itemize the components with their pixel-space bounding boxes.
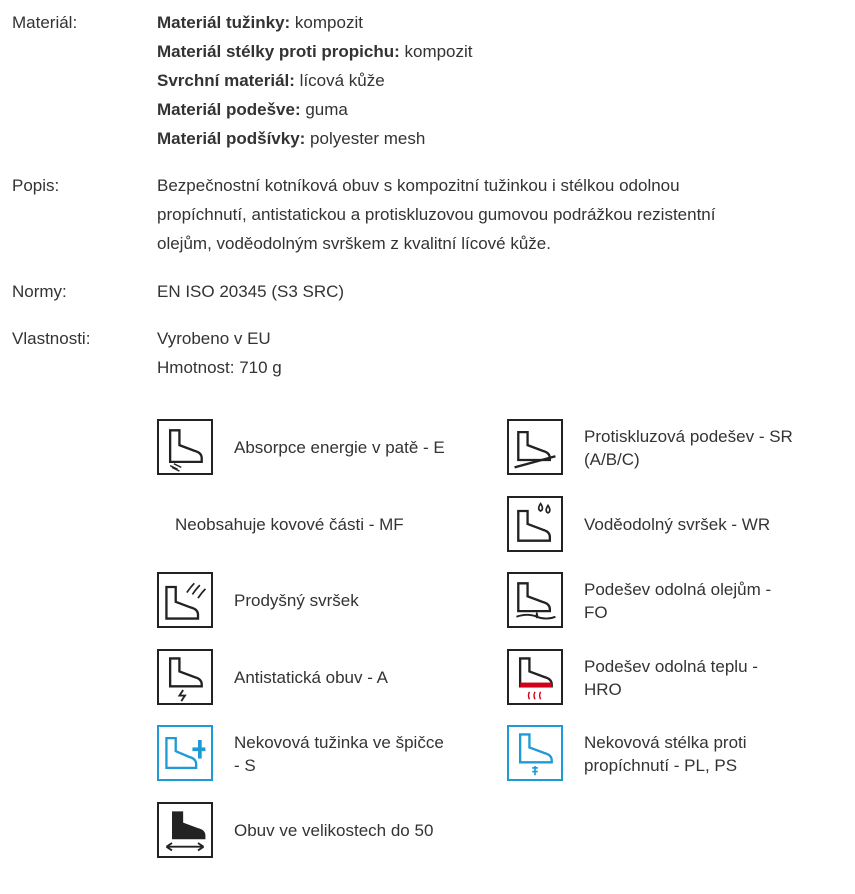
feature-text: Obuv ve velikostech do 50 [234,821,434,840]
feature-item [507,496,837,556]
vlastnosti-line: Hmotnost: 710 g [157,358,282,377]
material-item: Materiál podšívky: polyester mesh [157,129,426,148]
feature-item [157,419,487,479]
feature-text: HRO [584,680,622,699]
feature-text: Podešev odolná teplu - [584,657,758,676]
oil-resistant-sole-icon [507,572,563,628]
slip-resistant-sole-icon [507,419,563,475]
spec-label-vlastnosti: Vlastnosti: [12,329,91,348]
feature-item [157,649,487,709]
feature-item [157,802,487,862]
feature-text: Voděodolný svršek - WR [584,515,771,534]
spec-value-vlastnosti [157,324,282,382]
material-item: Materiál stélky proti propichu: kompozit [157,42,473,61]
spec-value-popis [157,171,716,258]
feature-text: FO [584,603,608,622]
feature-item [507,572,837,632]
feature-text: Podešev odolná olejům - [584,580,772,599]
spec-label-normy: Normy: [12,282,67,301]
material-item: Materiál podešve: guma [157,100,348,119]
feature-text: propíchnutí - PL, PS [584,756,738,775]
feature-item [507,419,837,479]
material-item: Materiál tužinky: kompozit [157,13,363,32]
breathable-upper-icon [157,572,213,628]
spec-label-popis: Popis: [12,176,60,195]
feature-item [507,725,837,785]
feature-item [157,572,487,632]
material-item: Svrchní materiál: lícová kůže [157,71,385,90]
feature-text: Prodyšný svršek [234,591,359,610]
spec-label-material: Materiál: [12,13,78,32]
energy-absorption-boot-icon [157,419,213,475]
feature-text: Nekovová stélka proti [584,733,747,752]
water-resistant-upper-icon [507,496,563,552]
popis-line: olejům, voděodolným svrškem z kvalitní lícové kůže. [157,234,551,253]
feature-text: Nekovová tužinka ve špičce [234,733,444,752]
feature-text: Neobsahuje kovové části - MF [175,515,404,534]
feature-text: (A/B/C) [584,450,640,469]
popis-line: propíchnutí, antistatickou a protiskluzovou gumovou podrážkou rezistentní [157,205,716,224]
feature-item [157,496,487,556]
feature-text: Protiskluzová podešev - SR [584,427,793,446]
spec-value-normy: EN ISO 20345 (S3 SRC) [157,282,345,301]
vlastnosti-line: Vyrobeno v EU [157,329,271,348]
feature-text: Antistatická obuv - A [234,668,389,687]
feature-item [507,649,837,709]
popis-line: Bezpečnostní kotníková obuv s kompozitní tužinkou i stélkou odolnou [157,176,680,195]
feature-item [157,725,487,785]
heat-resistant-sole-icon [507,649,563,705]
spec-value-material [157,8,473,153]
feature-text: Absorpce energie v patě - E [234,438,445,457]
antistatic-boot-icon [157,649,213,705]
feature-text: - S [234,756,256,775]
size-range-icon [157,802,213,858]
nonmetal-toecap-icon [157,725,213,781]
nonmetal-insole-icon [507,725,563,781]
